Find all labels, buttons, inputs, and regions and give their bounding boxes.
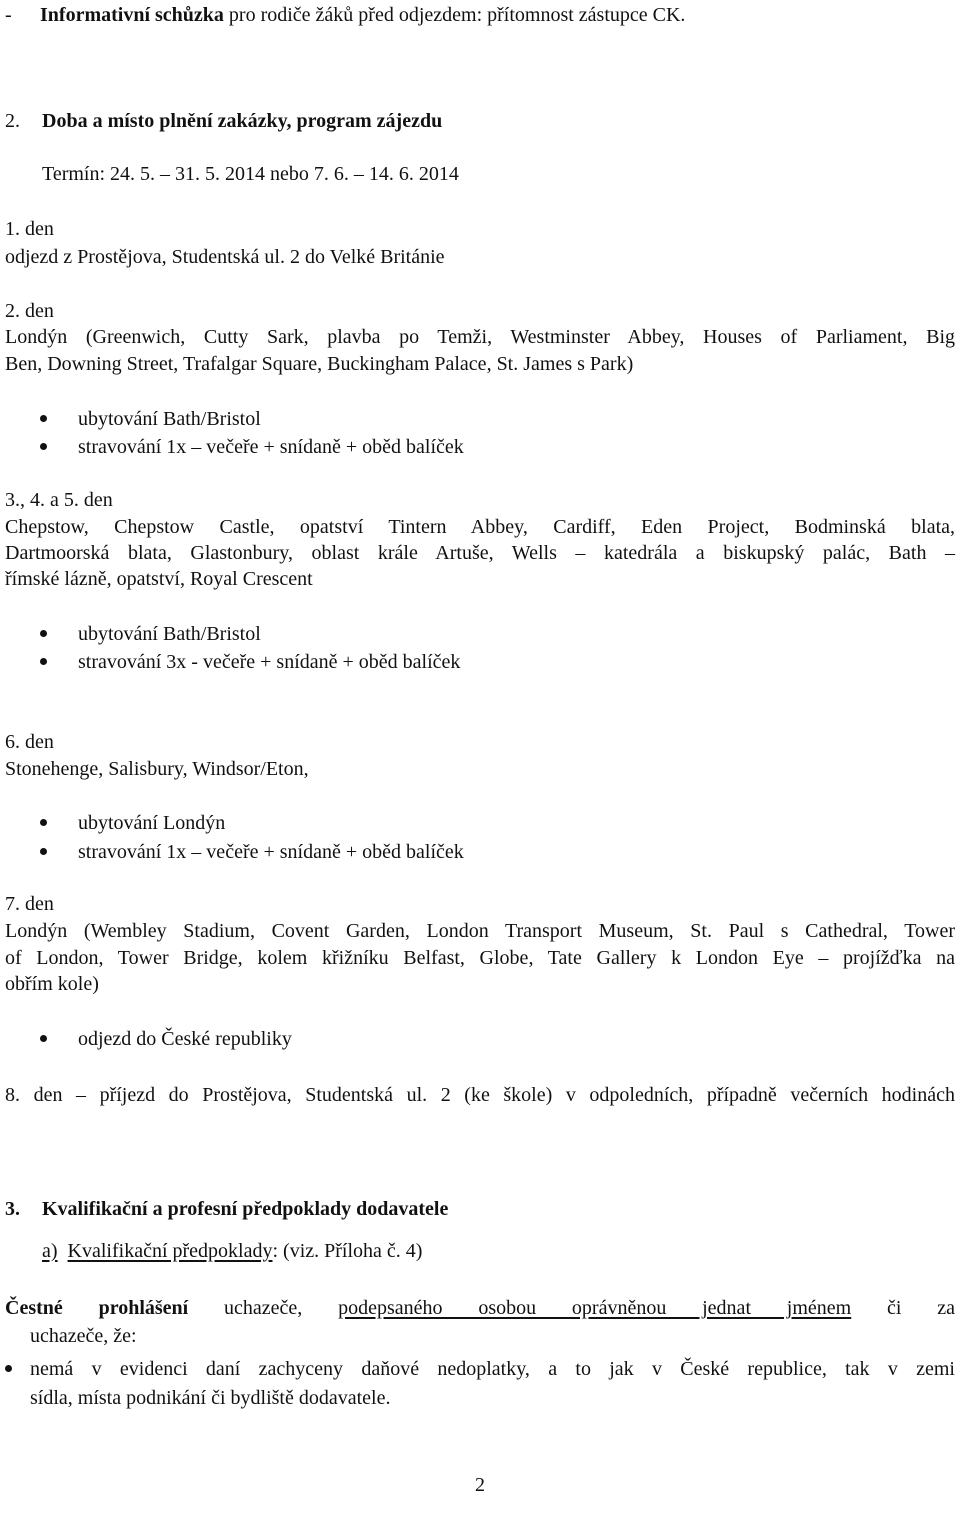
day345-line2: Dartmoorská blata, Glastonbury, oblast krále Artuše, Wells – katedrála a biskupský palác, Bath – bbox=[5, 542, 955, 564]
day2-line2: Ben, Downing Street, Trafalgar Square, Buckingham Palace, St. James s Park) bbox=[5, 353, 634, 375]
day345-label: 3., 4. a 5. den bbox=[5, 489, 113, 511]
day1-text: odjezd z Prostějova, Studentská ul. 2 do Velké Británie bbox=[5, 246, 445, 268]
day2-label: 2. den bbox=[5, 300, 54, 322]
section3-title: Kvalifikační a profesní předpoklady dodavatele bbox=[42, 1198, 449, 1220]
day7-line3: obřím kole) bbox=[5, 973, 99, 995]
day2-bullet-2: stravování 1x – večeře + snídaně + oběd balíček bbox=[78, 436, 464, 458]
day8-text: 8. den – příjezd do Prostějova, Studentská ul. 2 (ke škole) v odpoledních, případně večerních hodinách bbox=[5, 1084, 955, 1106]
day7-line1: Londýn (Wembley Stadium, Covent Garden, London Transport Museum, St. Paul s Cathedral, Tower bbox=[5, 920, 955, 942]
intro-line bbox=[40, 2, 685, 28]
declaration-end: či za bbox=[851, 1297, 956, 1319]
sub-rest: : (viz. Příloha č. 4) bbox=[272, 1240, 423, 1262]
sub-prefix: a) bbox=[42, 1240, 58, 1262]
section2-term: Termín: 24. 5. – 31. 5. 2014 nebo 7. 6. – 14. 6. 2014 bbox=[42, 163, 459, 185]
bullet-dot bbox=[40, 848, 47, 855]
bullet-dot bbox=[5, 1365, 12, 1372]
section2-title: Doba a místo plnění zakázky, program zájezdu bbox=[42, 110, 443, 132]
bullet-dot bbox=[40, 630, 47, 637]
declaration-bold: Čestné prohlášení bbox=[5, 1297, 189, 1319]
day1-label: 1. den bbox=[5, 218, 54, 240]
section3-number: 3. bbox=[5, 1198, 20, 1220]
section2-number: 2. bbox=[5, 110, 20, 132]
day6-text: Stonehenge, Salisbury, Windsor/Eton, bbox=[5, 758, 309, 780]
day2-line1: Londýn (Greenwich, Cutty Sark, plavba po Temži, Westminster Abbey, Houses of Parliament, Big bbox=[5, 326, 955, 348]
declaration-bullet-line1: nemá v evidenci daní zachyceny daňové nedoplatky, a to jak v České republice, tak v zemi bbox=[30, 1358, 955, 1380]
declaration-bullet-line2: sídla, místa podnikání či bydliště dodavatele. bbox=[30, 1387, 391, 1409]
day345-line3: římské lázně, opatství, Royal Crescent bbox=[5, 568, 313, 590]
declaration-underlined: podepsaného osobou oprávněnou jednat jménem bbox=[338, 1297, 852, 1319]
section3-sub bbox=[42, 1238, 422, 1264]
day7-bullet-1: odjezd do České republiky bbox=[78, 1028, 292, 1050]
bullet-dot bbox=[40, 443, 47, 450]
day6-bullet-2: stravování 1x – večeře + snídaně + oběd balíček bbox=[78, 841, 464, 863]
day7-label: 7. den bbox=[5, 893, 54, 915]
bullet-dot bbox=[40, 415, 47, 422]
declaration-line1 bbox=[5, 1295, 955, 1321]
day6-bullet-1: ubytování Londýn bbox=[78, 812, 226, 834]
day345-bullet-1: ubytování Bath/Bristol bbox=[78, 623, 261, 645]
declaration-mid: uchazeče, bbox=[188, 1297, 339, 1319]
sub-link: Kvalifikační předpoklady bbox=[67, 1240, 273, 1262]
declaration-line2: uchazeče, že: bbox=[30, 1325, 137, 1347]
bullet-dot bbox=[40, 658, 47, 665]
page-number: 2 bbox=[475, 1474, 485, 1496]
day6-label: 6. den bbox=[5, 731, 54, 753]
bullet-dot bbox=[40, 1035, 47, 1042]
day345-bullet-2: stravování 3x - večeře + snídaně + oběd balíček bbox=[78, 651, 461, 673]
day345-line1: Chepstow, Chepstow Castle, opatství Tintern Abbey, Cardiff, Eden Project, Bodminská blata, bbox=[5, 516, 955, 538]
intro-bold: Informativní schůzka bbox=[40, 4, 224, 26]
day7-line2: of London, Tower Bridge, kolem křižníku Belfast, Globe, Tate Gallery k London Eye – projížďka na bbox=[5, 947, 955, 969]
intro-dash: - bbox=[5, 4, 12, 26]
bullet-dot bbox=[40, 819, 47, 826]
intro-rest: pro rodiče žáků před odjezdem: přítomnost zástupce CK. bbox=[223, 4, 686, 26]
day2-bullet-1: ubytování Bath/Bristol bbox=[78, 408, 261, 430]
